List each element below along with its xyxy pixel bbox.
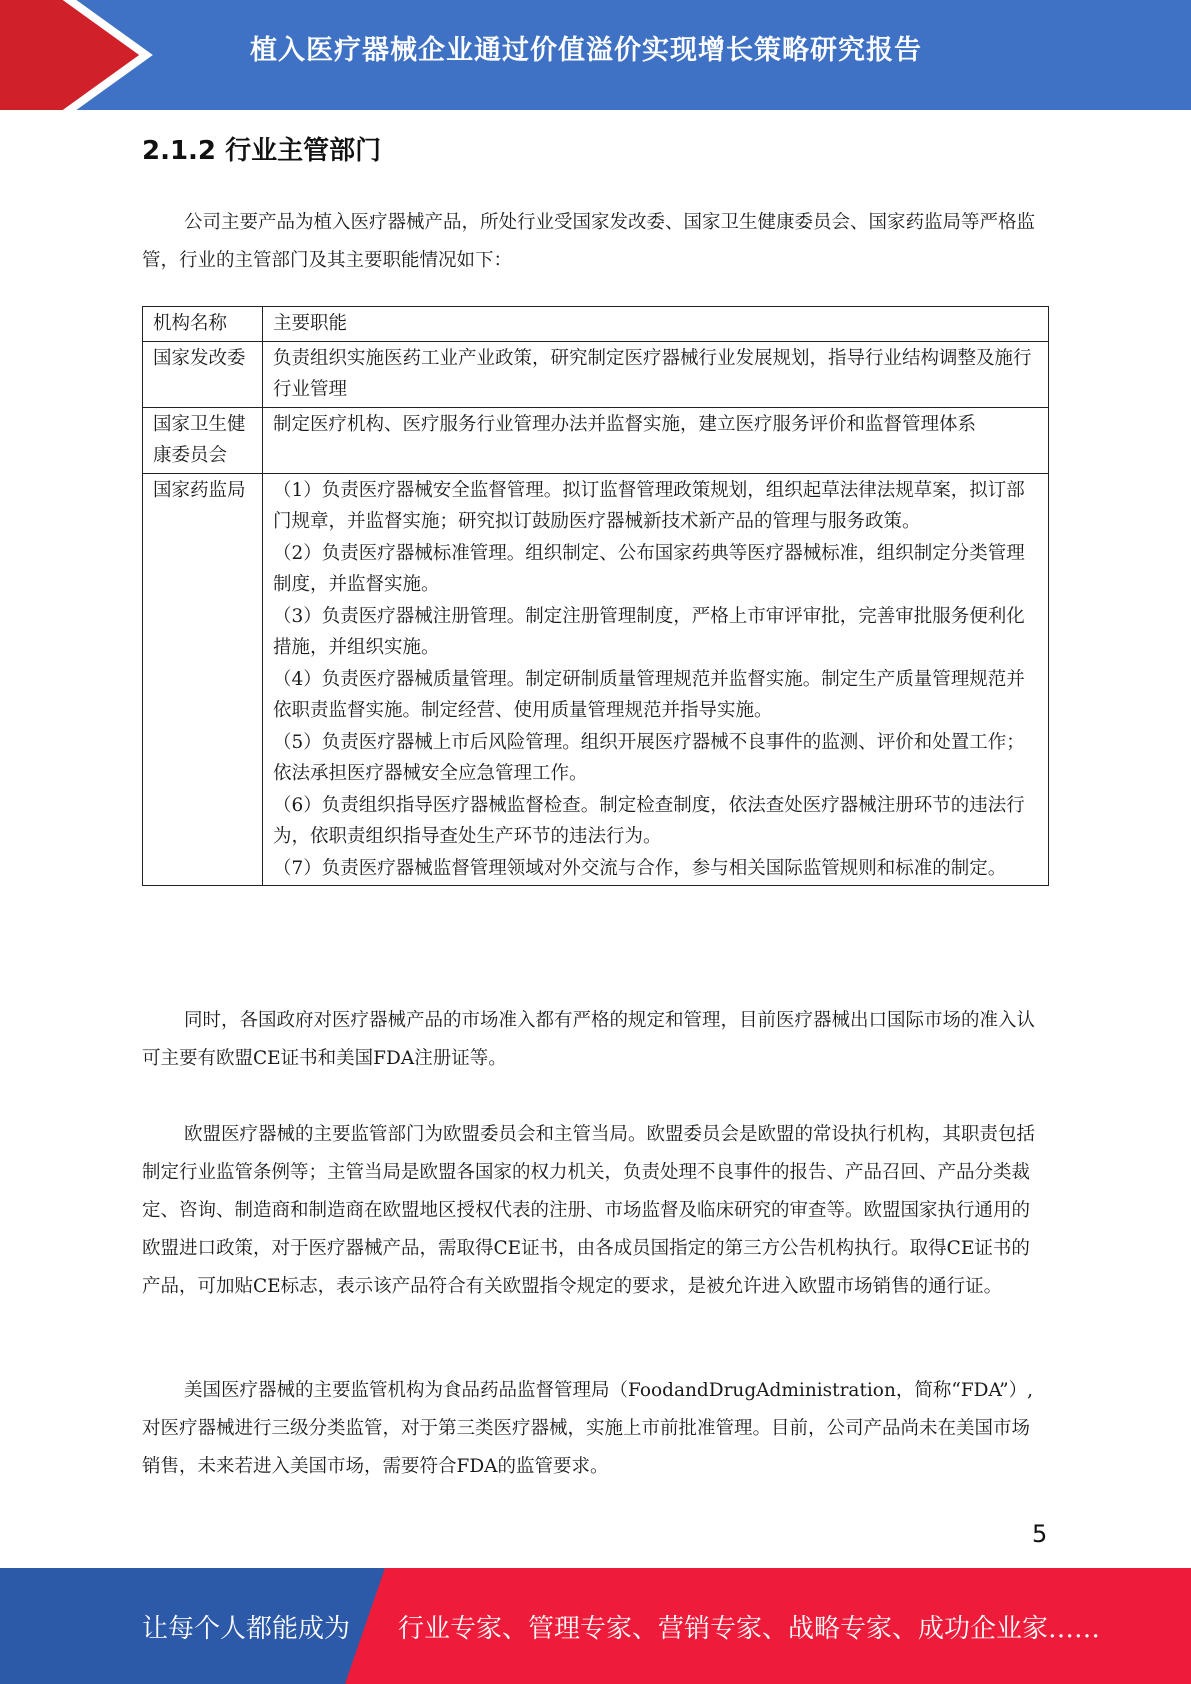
footer-slogan-left: 让每个人都能成为 [142, 1614, 351, 1644]
intro-paragraph: 公司主要产品为植入医疗器械产品，所处行业受国家发改委、国家卫生健康委员会、国家药监局等严格监管，行业的主管部门及其主要职能情况如下： [142, 212, 1036, 271]
duty-item: （3）负责医疗器械注册管理。制定注册管理制度，严格上市审评审批，完善审批服务便利化措施，并组织实施。 [273, 605, 1025, 658]
table-row [143, 407, 1049, 473]
duties-cell [263, 341, 1049, 407]
duty-item: 制定医疗机构、医疗服务行业管理办法并监督实施，建立医疗服务评价和监督管理体系 [273, 413, 977, 435]
eu-regulation-paragraph: 欧盟医疗器械的主要监管部门为欧盟委员会和主管当局。欧盟委员会是欧盟的常设执行机构，其职责包括制定行业监管条例等；主管当局是欧盟各国家的权力机关，负责处理不良事件的报告、产品召回、产品分类裁定、咨询、制造商和制造商在欧盟地区授权代表的注册、市场监督及临床研究的审查等。欧盟国家执行通用的欧盟进口政策，对于医疗器械产品，需取得CE证书，由各成员国指定的第三方公告机构执行。取得CE证书的产品，可加贴CE标志，表示该产品符合有关欧盟指令规定的要求，是被允许进入欧盟市场销售的通行证。 [142, 1124, 1036, 1297]
duty-item: （1）负责医疗器械安全监督管理。拟订监督管理政策规划，组织起草法律法规草案，拟订部门规章，并监督实施；研究拟订鼓励医疗器械新技术新产品的管理与服务政策。 [273, 479, 1025, 532]
table-row [143, 473, 1049, 886]
duties-cell [263, 407, 1049, 473]
market-access-paragraph: 同时，各国政府对医疗器械产品的市场准入都有严格的规定和管理，目前医疗器械出口国际市场的准入认可主要有欧盟CE证书和美国FDA注册证等。 [142, 1010, 1036, 1069]
page-number: 5 [1032, 1520, 1048, 1548]
report-title: 植入医疗器械企业通过价值溢价实现增长策略研究报告 [250, 35, 922, 66]
authority-table [142, 306, 1049, 886]
duty-item: 负责组织实施医药工业产业政策，研究制定医疗器械行业发展规划，指导行业结构调整及施行行业管理 [273, 347, 1032, 400]
org-cell: 国家药监局 [143, 473, 263, 886]
section-heading: 2.1.2 行业主管部门 [142, 136, 382, 166]
org-cell: 国家发改委 [143, 341, 263, 407]
duty-item: （5）负责医疗器械上市后风险管理。组织开展医疗器械不良事件的监测、评价和处置工作；依法承担医疗器械安全应急管理工作。 [273, 731, 1025, 784]
header-org: 机构名称 [143, 307, 263, 342]
duty-item: （2）负责医疗器械标准管理。组织制定、公布国家药典等医疗器械标准，组织制定分类管理制度，并监督实施。 [273, 542, 1025, 595]
org-cell: 国家卫生健康委员会 [143, 407, 263, 473]
table-header-row [143, 307, 1049, 342]
chevron-logo-icon [0, 0, 160, 110]
page-footer [0, 1568, 1191, 1684]
page-header [0, 0, 1191, 110]
duty-item: （7）负责医疗器械监督管理领域对外交流与合作，参与相关国际监管规则和标准的制定。 [273, 857, 1007, 879]
header-duties: 主要职能 [263, 307, 1049, 342]
duty-item: （6）负责组织指导医疗器械监督检查。制定检查制度，依法查处医疗器械注册环节的违法行为，依职责组织指导查处生产环节的违法行为。 [273, 794, 1025, 847]
duty-item: （4）负责医疗器械质量管理。制定研制质量管理规范并监督实施。制定生产质量管理规范并依职责监督实施。制定经营、使用质量管理规范并指导实施。 [273, 668, 1025, 721]
table-row [143, 341, 1049, 407]
duties-cell [263, 473, 1049, 886]
footer-slogan-right: 行业专家、管理专家、营销专家、战略专家、成功企业家…… [398, 1614, 1101, 1644]
us-regulation-paragraph: 美国医疗器械的主要监管机构为食品药品监督管理局（FoodandDrugAdministration，简称“FDA”）,对医疗器械进行三级分类监管，对于第三类医疗器械，实施上市前批准管理。目前，公司产品尚未在美国市场销售，未来若进入美国市场，需要符合FDA的监管要求。 [142, 1380, 1033, 1477]
